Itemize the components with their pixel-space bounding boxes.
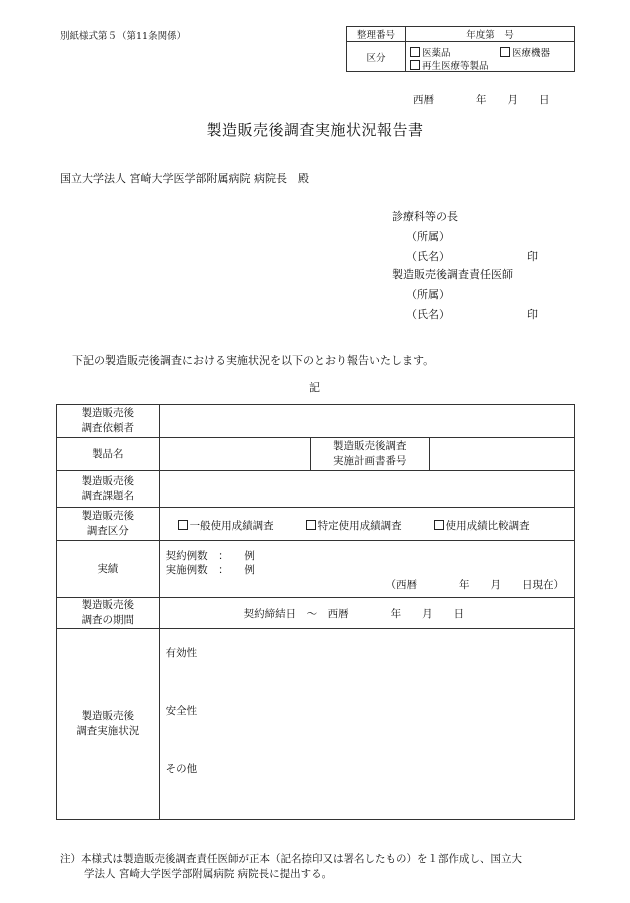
row-status [57, 629, 575, 820]
physician-label: 製造販売後調査責任医師 [392, 268, 513, 281]
admin-box [346, 26, 575, 72]
intro-text: 下記の製造販売後調査における実施状況を以下のとおり報告いたします。 [72, 354, 435, 367]
affiliation-field-2[interactable]: （所属） [406, 288, 450, 301]
seal-mark-1: 印 [527, 250, 538, 263]
row-period [57, 598, 575, 629]
page-title: 製造販売後調査実施状況報告書 [206, 121, 424, 139]
checkbox-icon [178, 520, 188, 530]
note-line-1: 注）本様式は製造販売後調査責任医師が正本（記名捺印又は署名したもの）を１部作成し、国立大 [60, 853, 522, 865]
reference-number-value[interactable]: 年度第 号 [406, 27, 575, 42]
row-category [57, 508, 575, 541]
survey-category-label: 製造販売後 調査区分 [57, 508, 160, 541]
survey-category-options [159, 508, 574, 541]
checkbox-icon [434, 520, 444, 530]
status-field[interactable] [159, 629, 574, 820]
report-table [56, 404, 575, 820]
addressee: 国立大学法人 宮崎大学医学部附属病院 病院長 殿 [60, 172, 309, 185]
option-drug[interactable]: 医薬品 [410, 45, 451, 59]
seal-mark-2: 印 [527, 308, 538, 321]
plan-number-field[interactable] [429, 438, 574, 471]
other-label: その他 [165, 763, 198, 775]
form-reference: 別紙様式第５（第11条関係） [60, 31, 187, 42]
dept-head-label: 診療科等の長 [392, 210, 458, 223]
option-specific-use[interactable]: 特定使用成績調査 [306, 518, 402, 533]
option-regenerative[interactable]: 再生医療等製品 [410, 58, 489, 72]
results-field[interactable] [159, 541, 574, 598]
product-field[interactable] [159, 438, 310, 471]
checkbox-icon [306, 520, 316, 530]
plan-number-label: 製造販売後調査 実施計画書番号 [311, 438, 430, 471]
subject-label: 製造販売後 調査課題名 [57, 471, 160, 508]
note-line-2: 学法人 宮崎大学医学部附属病院 病院長に提出する。 [84, 868, 333, 880]
name-field-2[interactable]: （氏名） [406, 308, 450, 321]
row-results [57, 541, 575, 598]
period-text: 契約締結日 ～ 西暦 年 月 日 [243, 608, 465, 620]
row-subject [57, 471, 575, 508]
efficacy-label: 有効性 [165, 647, 198, 659]
date-line[interactable]: 西暦 年 月 日 [413, 94, 550, 106]
results-label: 実績 [57, 541, 160, 598]
category-label: 区分 [347, 42, 406, 72]
name-field-1[interactable]: （氏名） [406, 250, 450, 263]
requester-label: 製造販売後 調査依頼者 [57, 405, 160, 438]
status-label: 製造販売後 調査実施状況 [57, 629, 160, 820]
contract-cases: 契約例数 ： 例 [165, 550, 255, 562]
product-label: 製品名 [57, 438, 160, 471]
period-field[interactable] [159, 598, 574, 629]
subject-field[interactable] [159, 471, 574, 508]
row-product [57, 438, 575, 471]
option-comparative-use[interactable]: 使用成績比較調査 [434, 518, 530, 533]
safety-label: 安全性 [165, 705, 198, 717]
option-general-use[interactable]: 一般使用成績調査 [178, 518, 274, 533]
requester-field[interactable] [159, 405, 574, 438]
row-requester [57, 405, 575, 438]
category-options [406, 42, 575, 72]
as-of-date: （西暦 年 月 日現在） [385, 579, 564, 591]
checkbox-icon [500, 47, 510, 57]
period-label: 製造販売後 調査の期間 [57, 598, 160, 629]
ki-label: 記 [309, 381, 320, 394]
option-device[interactable]: 医療機器 [500, 45, 550, 59]
checkbox-icon [410, 60, 420, 70]
checkbox-icon [410, 47, 420, 57]
affiliation-field-1[interactable]: （所属） [406, 230, 450, 243]
implemented-cases: 実施例数 ： 例 [165, 564, 255, 576]
reference-number-label: 整理番号 [347, 27, 406, 42]
